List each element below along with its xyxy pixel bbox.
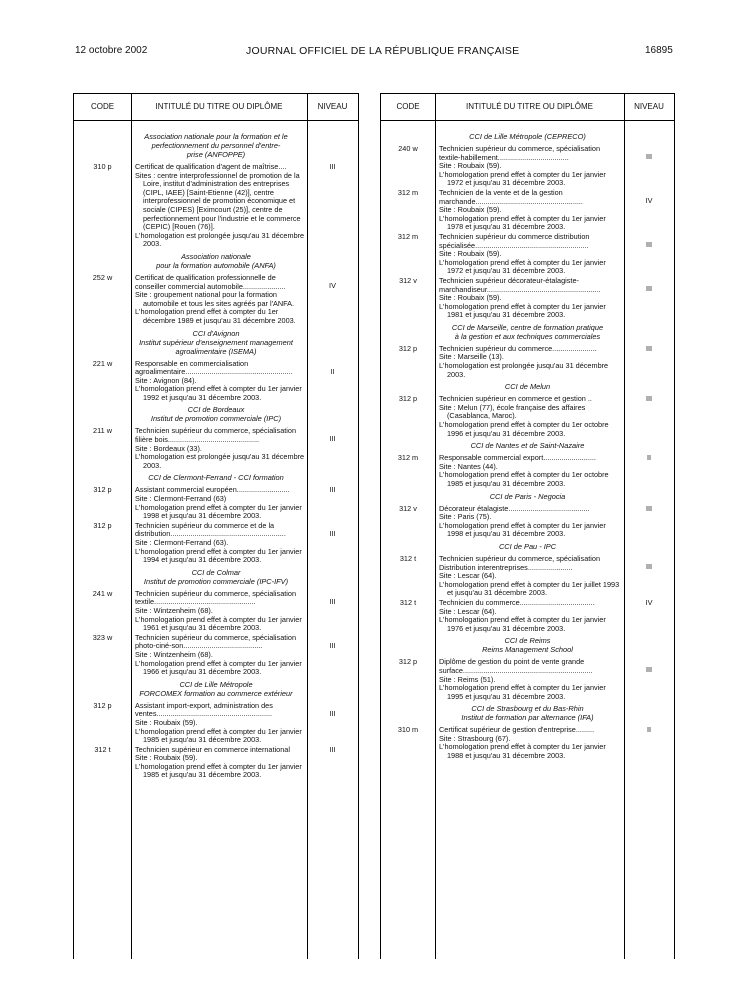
institution-line: Institut de promotion commerciale (IPC)	[150, 414, 282, 424]
site-text: Site : Roubaix (59).	[439, 249, 502, 259]
title-cell	[131, 634, 307, 677]
diploma-title: Certificat de qualification d'agent de maîtrise....	[135, 162, 287, 171]
level-cell: II	[646, 725, 652, 735]
homologation-text: L'homologation prend effet à compter du 1er janvier 1972 et jusqu'au 31 décembre 2003.	[439, 257, 606, 276]
institution-heading	[74, 473, 358, 482]
header-level: NIVEAU	[307, 94, 358, 121]
title-cell	[435, 145, 624, 188]
table-row	[381, 599, 674, 633]
journal-title: JOURNAL OFFICIEL DE LA RÉPUBLIQUE FRANÇAISE	[246, 45, 520, 57]
level-cell: III	[329, 162, 336, 171]
site-text: Site : Clermont-Ferrand (63)	[135, 494, 227, 504]
code-cell: 312 v	[399, 503, 417, 513]
level-cell: IV	[329, 280, 336, 290]
title-cell	[131, 702, 307, 745]
title-cell	[131, 427, 307, 470]
diploma-title: Technicien supérieur du commerce, spécialisation textile..................................................	[135, 588, 297, 607]
homologation-text: L'homologation prend effet à compter du 1er juillet 1993 et jusqu'au 31 décembre 2003.	[439, 579, 620, 598]
site-text: Site : Nantes (44).	[439, 461, 498, 471]
diploma-title: Technicien supérieur du commerce, spécialisation textile-habillement...................................	[439, 144, 601, 162]
site-text: Site : Avignon (84).	[135, 375, 197, 385]
institution-heading	[74, 252, 358, 270]
institution-line: Institut de promotion commerciale (IPC-IFV)	[143, 576, 289, 586]
code-cell: 323 w	[92, 632, 113, 642]
site-text: Site : Marseille (13).	[439, 352, 504, 362]
homologation-text: L'homologation est prolongée jusqu'au 31 décembre 2003.	[439, 361, 609, 379]
code-cell: 211 w	[93, 426, 112, 436]
table-row	[381, 555, 674, 598]
homologation-text: L'homologation prend effet à compter du 1er janvier 1976 et jusqu'au 31 décembre 2003.	[439, 615, 606, 633]
institution-line: CCI de Melun	[504, 382, 551, 392]
table-row	[381, 189, 674, 232]
site-text: Site : Wintzenheim (68).	[135, 605, 213, 615]
homologation-text: L'homologation prend effet à compter du 1er janvier 1972 et jusqu'au 31 décembre 2003.	[439, 169, 606, 188]
code-cell: 312 t	[399, 553, 417, 563]
code-cell: 312 v	[399, 275, 417, 285]
level-cell: III	[645, 665, 653, 675]
right-table	[380, 93, 675, 959]
page-date: 12 octobre 2002	[75, 45, 148, 56]
title-cell	[131, 274, 307, 326]
table-row	[74, 746, 358, 780]
title-cell	[131, 360, 307, 403]
diploma-title: Technicien supérieur du commerce, spécialisation filière bois.............................................	[135, 426, 297, 445]
title-cell	[435, 658, 624, 701]
header-code: CODE	[381, 94, 435, 121]
code-cell: 312 p	[93, 520, 112, 530]
diploma-title: Assistant import-export, administration des ventes.........................................................	[135, 700, 273, 719]
diploma-title: Certificat supérieur de gestion d'entreprise.........	[439, 725, 595, 735]
table-row	[74, 590, 358, 633]
level-cell: III	[329, 596, 336, 606]
site-text: Site : Lescar (64).	[439, 571, 497, 581]
code-cell: 221 w	[92, 358, 113, 368]
institution-line: à la gestion et aux techniques commerciales	[454, 331, 601, 341]
level-cell: IV	[645, 195, 653, 205]
code-cell: 312 m	[397, 231, 419, 241]
table-row	[381, 454, 674, 488]
institution-line: FORCOMEX formation au commerce extérieur	[139, 688, 293, 698]
homologation-text: L'homologation est prolongée jusqu'au 31 décembre 2003.	[135, 230, 305, 249]
level-cell: III	[329, 485, 336, 495]
code-cell: 312 p	[93, 485, 112, 495]
table-row	[74, 522, 358, 565]
institution-line: Association nationale pour la formation et le	[144, 132, 288, 141]
header-title: INTITULÉ DU TITRE OU DIPLÔME	[131, 94, 307, 121]
code-cell: 241 w	[92, 588, 113, 598]
homologation-text: L'homologation prend effet à compter du 1er janvier 1998 et jusqu'au 31 décembre 2003.	[439, 520, 606, 539]
homologation-text: L'homologation est prolongée jusqu'au 31 décembre 2003.	[135, 452, 305, 470]
level-cell: III	[329, 744, 336, 754]
institution-line: CCI de Lille Métropole (CEPRECO)	[469, 132, 586, 141]
institution-heading	[381, 492, 674, 501]
table-row	[74, 486, 358, 520]
institution-heading	[74, 568, 358, 586]
table-row	[381, 658, 674, 701]
institution-line: Institut de formation par alternance (IFA)	[461, 713, 594, 723]
level-cell: III	[645, 503, 653, 513]
institution-line: Reims Management School	[482, 645, 573, 655]
header-title: INTITULÉ DU TITRE OU DIPLÔME	[435, 94, 624, 121]
code-cell: 312 p	[398, 657, 418, 667]
code-cell: 312 p	[93, 700, 112, 710]
code-cell: 312 m	[397, 453, 419, 463]
institution-heading	[381, 542, 674, 551]
institution-heading	[74, 680, 358, 698]
level-cell: II	[646, 453, 652, 463]
institution-line: CCI de Paris - Negocia	[489, 491, 566, 501]
table-row	[381, 345, 674, 379]
code-cell: 240 w	[398, 144, 418, 153]
table-row	[74, 274, 358, 326]
title-cell	[435, 345, 624, 379]
table-row	[381, 395, 674, 438]
institution-heading	[381, 636, 674, 654]
institution-line: CCI de Bordeaux	[187, 405, 245, 415]
table-row	[381, 505, 674, 539]
site-text: Site : Wintzenheim (68).	[135, 649, 213, 659]
homologation-text: L'homologation prend effet à compter du 1er octobre 1985 et jusqu'au 31 décembre 2003.	[439, 470, 609, 488]
diploma-title: Technicien de la vente et de la gestion marchande.....................................................	[439, 187, 583, 206]
homologation-text: L'homologation prend effet à compter du 1er janvier 1961 et jusqu'au 31 décembre 2003.	[135, 614, 302, 633]
institution-heading	[381, 441, 674, 450]
code-cell: 310 p	[93, 162, 112, 171]
institution-line: CCI de Marseille, centre de formation pratique	[451, 322, 604, 332]
diploma-title: Responsable commercial export..........................	[439, 453, 596, 463]
table-row	[74, 427, 358, 470]
institution-line: agroalimentaire (ISEMA)	[175, 346, 257, 356]
site-text: Site : Bordeaux (33).	[135, 443, 202, 453]
site-text: Site : Roubaix (59).	[439, 293, 502, 303]
table-row	[381, 145, 674, 188]
site-text: Site : Roubaix (59).	[439, 161, 502, 171]
homologation-text: L'homologation prend effet à compter du 1er janvier 1978 et jusqu'au 31 décembre 2003.	[439, 213, 606, 232]
institution-heading	[74, 405, 358, 423]
homologation-text: L'homologation prend effet à compter du 1er décembre 1989 et jusqu'au 31 décembre 2003.	[135, 307, 296, 325]
level-cell: III	[645, 394, 653, 404]
site-text: Site : Reims (51).	[439, 674, 496, 684]
institution-line: CCI de Nantes et de Saint-Nazaire	[470, 441, 585, 451]
homologation-text: L'homologation prend effet à compter du 1er janvier 1998 et jusqu'au 31 décembre 2003.	[135, 502, 302, 521]
institution-line: Association nationale	[181, 251, 251, 261]
title-cell	[131, 486, 307, 520]
code-cell: 312 p	[398, 394, 418, 404]
title-cell	[435, 395, 624, 438]
code-cell: 312 p	[398, 343, 418, 353]
institution-line: CCI de Clermont-Ferrand - CCI formation	[148, 473, 284, 483]
institution-line: CCI d'Avignon	[192, 328, 240, 338]
institution-heading	[381, 382, 674, 391]
diploma-title: Technicien supérieur du commerce, spécialisation photo-ciné-son.......................................	[135, 632, 297, 651]
title-cell	[131, 746, 307, 780]
code-cell: 312 m	[397, 187, 419, 197]
table-row	[74, 634, 358, 677]
code-cell: 312 t	[399, 597, 417, 607]
diploma-title: Diplôme de gestion du point de vente grande surface................................................................	[439, 657, 593, 675]
level-cell: III	[329, 434, 336, 444]
diploma-title: Certificat de qualification professionnelle de conseiller commercial automobile.....................	[135, 272, 286, 291]
diploma-title: Technicien supérieur du commerce et de la distribution.........................................................	[135, 520, 286, 539]
title-cell	[435, 454, 624, 488]
title-cell	[131, 522, 307, 565]
homologation-text: L'homologation prend effet à compter du 1er octobre 1996 et jusqu'au 31 décembre 2003.	[439, 420, 609, 438]
level-cell: III	[645, 283, 653, 293]
site-text: Site : Roubaix (59).	[135, 753, 198, 763]
homologation-text: L'homologation prend effet à compter du 1er janvier 1966 et jusqu'au 31 décembre 2003.	[135, 658, 302, 677]
site-text: Site : Clermont-Ferrand (63).	[135, 538, 229, 547]
right-rows	[381, 129, 674, 762]
code-cell: 252 w	[92, 272, 113, 282]
diploma-title: Technicien supérieur du commerce distribution spécialisée........................................................	[439, 231, 590, 250]
title-cell	[131, 163, 307, 249]
institution-line: CCI de Colmar	[191, 567, 241, 577]
institution-heading	[381, 132, 674, 141]
homologation-text: L'homologation prend effet à compter du 1er janvier 1992 et jusqu'au 31 décembre 2003.	[135, 384, 302, 402]
left-table	[73, 93, 359, 959]
site-text: Site : Paris (75).	[439, 512, 492, 522]
diploma-title: Assistant commercial européen..........................	[135, 485, 290, 495]
level-cell: IV	[645, 597, 653, 607]
homologation-text: L'homologation prend effet à compter du 1er janvier 1994 et jusqu'au 31 décembre 2003.	[135, 546, 302, 565]
table-row	[74, 163, 358, 249]
site-text: Site : Melun (77), école française des affaires (Casablanca, Maroc).	[439, 402, 586, 421]
homologation-text: L'homologation prend effet à compter du 1er janvier 1985 et jusqu'au 31 décembre 2003.	[135, 761, 302, 780]
institution-heading	[74, 132, 358, 159]
institution-line: CCI de Strasbourg et du Bas-Rhin	[471, 704, 584, 714]
institution-line: prise (ANFOPPE)	[186, 150, 246, 159]
institution-heading	[74, 329, 358, 356]
diploma-title: Technicien supérieur décorateur-étalagiste-marchandiseur........................................................	[439, 275, 601, 294]
homologation-text: L'homologation prend effet à compter du 1er janvier 1995 et jusqu'au 31 décembre 2003.	[439, 683, 606, 701]
homologation-text: L'homologation prend effet à compter du 1er janvier 1981 et jusqu'au 31 décembre 2003.	[439, 301, 606, 320]
site-text: Sites : centre interprofessionnel de promotion de la Loire, institut d'administration des entreprises (CIPL, IAEE) [Saint-Etienne (42)], centre interprofessionnel de promotion économique et sociale (CIPES) [Eximcourt (25)], centre de perfectionnement pour l'industrie et le commerce (CEPIC) [Rouen (76)].	[135, 170, 301, 232]
title-cell	[435, 726, 624, 760]
page-number: 16895	[645, 45, 673, 56]
table-row	[74, 702, 358, 745]
table-row	[74, 360, 358, 403]
code-cell: 310 m	[397, 725, 419, 735]
diploma-title: Technicien supérieur en commerce et gestion ..	[439, 394, 592, 404]
level-cell: III	[329, 708, 336, 718]
site-text: Site : Roubaix (59).	[439, 205, 502, 215]
code-cell: 312 t	[94, 744, 111, 754]
site-text: Site : Roubaix (59).	[135, 717, 198, 727]
title-cell	[435, 233, 624, 276]
title-cell	[435, 599, 624, 633]
institution-line: CCI de Lille Métropole	[179, 679, 253, 689]
table-row	[381, 726, 674, 760]
diploma-title: Technicien supérieur du commerce......................	[439, 343, 597, 353]
institution-heading	[381, 704, 674, 722]
title-cell	[435, 555, 624, 598]
homologation-text: L'homologation prend effet à compter du 1er janvier 1988 et jusqu'au 31 décembre 2003.	[439, 742, 606, 761]
level-cell: III	[329, 640, 336, 650]
institution-heading	[381, 323, 674, 341]
title-cell	[435, 505, 624, 539]
homologation-text: L'homologation prend effet à compter du 1er janvier 1985 et jusqu'au 31 décembre 2003.	[135, 726, 302, 745]
institution-line: CCI de Pau - IPC	[498, 541, 557, 551]
diploma-title: Technicien supérieur en commerce international	[135, 744, 290, 754]
diploma-title: Responsable en commercialisation agroalimentaire.....................................................	[135, 358, 293, 377]
institution-line: perfectionnement du personnel d'entre-	[151, 141, 281, 150]
title-cell	[435, 189, 624, 232]
level-cell: III	[645, 343, 653, 353]
site-text: Site : Strasbourg (67).	[439, 733, 511, 743]
level-cell: III	[645, 152, 653, 161]
site-text: Site : Lescar (64).	[439, 606, 497, 616]
diploma-title: Décorateur étalagiste........................................	[439, 503, 590, 513]
institution-line: CCI de Reims	[504, 636, 551, 646]
level-cell: III	[329, 528, 336, 538]
level-cell: III	[645, 561, 653, 571]
table-row	[381, 277, 674, 320]
left-rows	[74, 129, 358, 781]
level-cell: III	[645, 239, 653, 249]
institution-line: pour la formation automobile (ANFA)	[156, 260, 276, 270]
level-cell: II	[330, 366, 335, 376]
title-cell	[131, 590, 307, 633]
diploma-title: Technicien du commerce.....................................	[439, 597, 595, 607]
header-level: NIVEAU	[624, 94, 674, 121]
header-code: CODE	[74, 94, 131, 121]
site-text: Site : groupement national pour la formation automobile et tous les sites agréés par l'ANFA.	[135, 290, 295, 308]
institution-line: Institut supérieur d'enseignement management	[139, 337, 293, 347]
title-cell	[435, 277, 624, 320]
diploma-title: Technicien supérieur du commerce, spécialisation Distribution interentreprises......................	[439, 553, 601, 572]
table-row	[381, 233, 674, 276]
